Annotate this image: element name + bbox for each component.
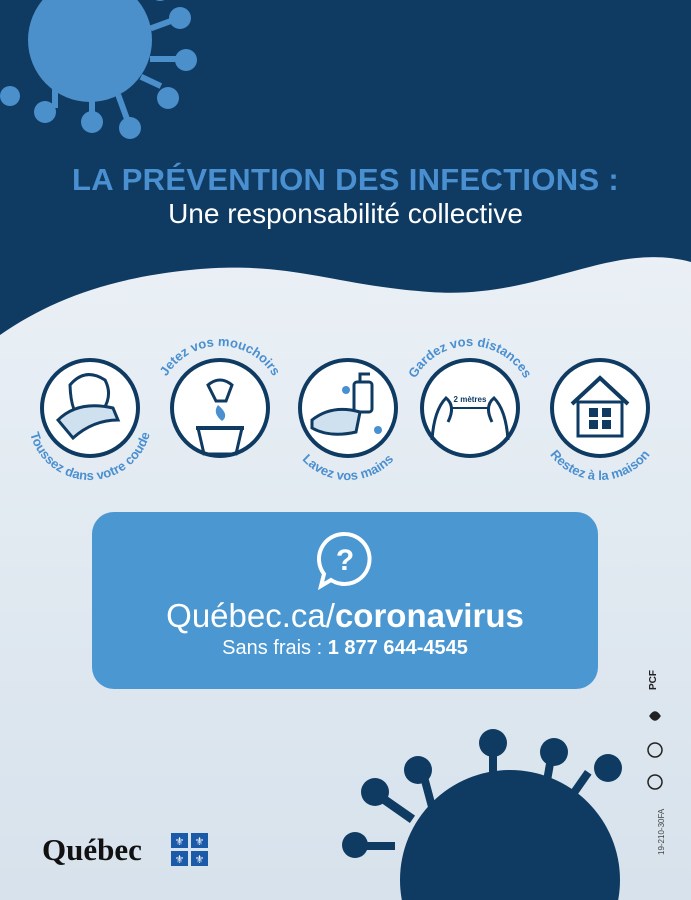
tissue-bin-icon: [172, 360, 268, 456]
info-box: [92, 512, 598, 689]
document-code: 19-210-30FA: [657, 808, 666, 855]
phone-number: Sans frais : 1 877 644-4545: [222, 637, 468, 659]
svg-text:?: ?: [335, 544, 355, 577]
page-subtitle: Une responsabilité collective: [168, 198, 523, 229]
website-link[interactable]: Québec.ca/coronavirus: [166, 597, 524, 634]
question-bubble-icon: [315, 530, 375, 590]
svg-text:⚜: ⚜: [194, 853, 205, 866]
pcf-label: PCF: [648, 670, 659, 690]
cough-in-elbow-icon: [42, 360, 138, 456]
house-icon: [552, 360, 648, 456]
icon-label-house: Restez à la maison: [547, 446, 653, 484]
svg-text:⚜: ⚜: [194, 835, 205, 848]
page-title: LA PRÉVENTION DES INFECTIONS :: [72, 162, 619, 197]
quebec-logo-text: Québec: [42, 832, 142, 867]
quebec-logo: [42, 832, 142, 868]
icon-label-wash: Lavez vos mains: [299, 451, 397, 484]
icon-label-tissue: Jetez vos mouchoirs: [156, 333, 284, 379]
svg-text:⚜: ⚜: [174, 835, 185, 848]
distance-text: 2 mètres: [453, 395, 487, 404]
icon-label-distance: Gardez vos distances: [405, 334, 536, 381]
icon-label-cough: Toussez dans votre coude: [27, 430, 153, 484]
prevention-icons: [0, 330, 691, 490]
distance-icon: [422, 360, 518, 456]
svg-text:⚜: ⚜: [174, 853, 185, 866]
hand-washing-icon: [300, 360, 396, 456]
